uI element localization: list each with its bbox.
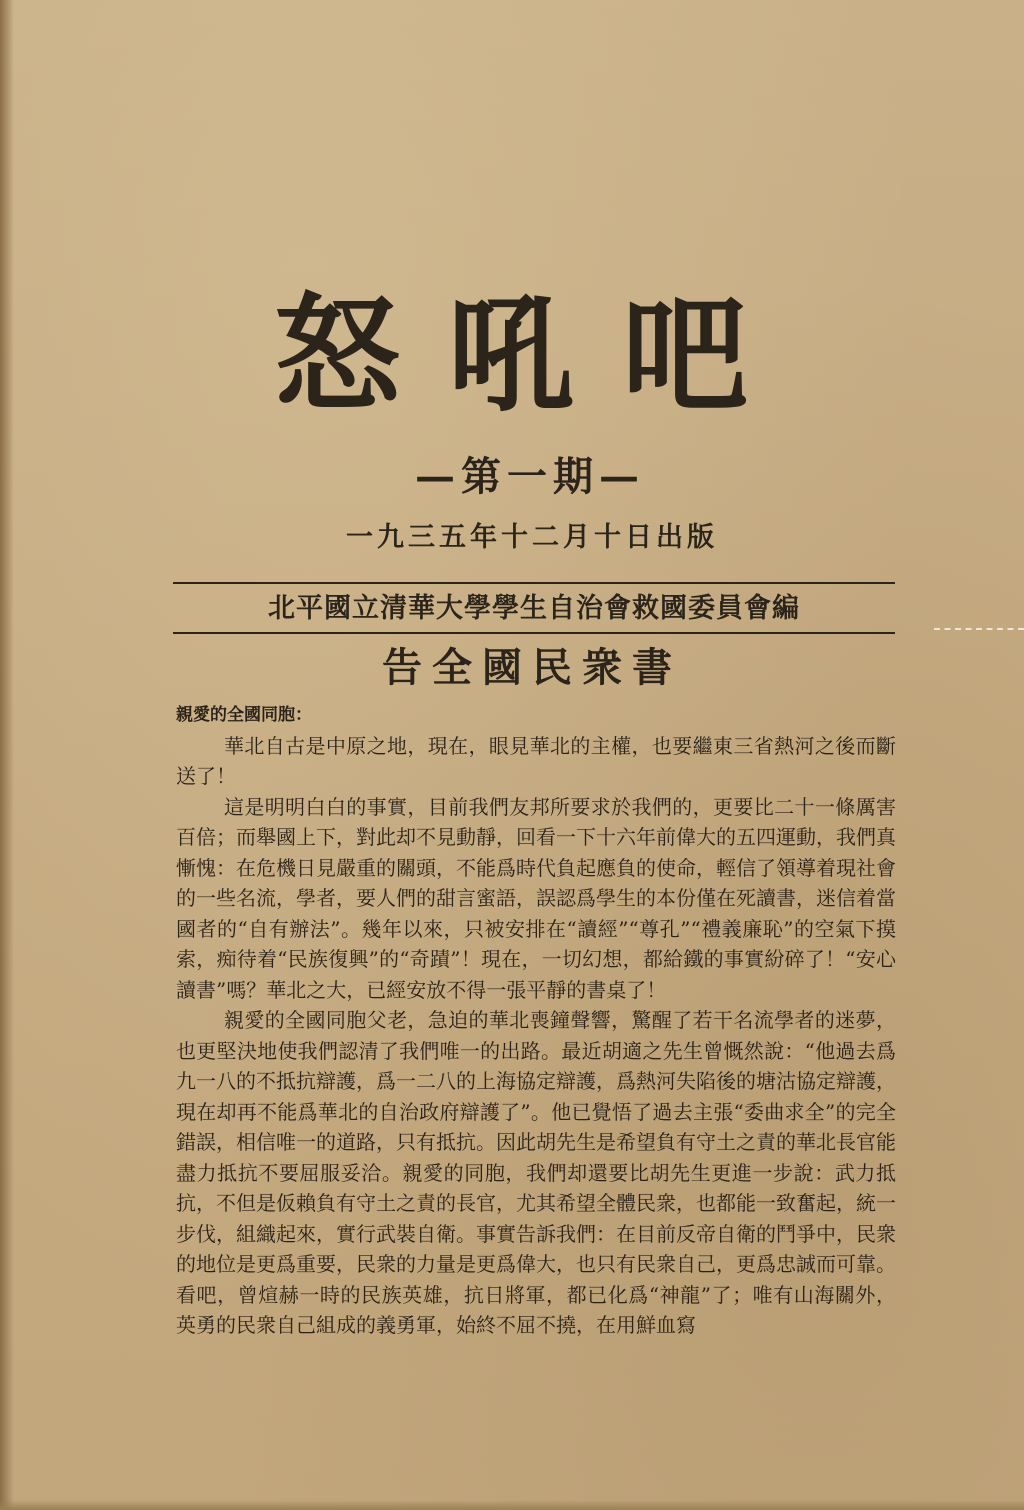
paper-edge-bottom: [0, 1500, 1024, 1510]
masthead-title: 怒吼吧: [274, 281, 796, 429]
fold-mark: [934, 628, 1024, 632]
article-body: [176, 700, 896, 1350]
article-paragraph: 親愛的全國同胞父老，急迫的華北喪鐘聲響，驚醒了若干名流學者的迷夢，也更堅決地使我們認清了我們唯一的出路。最近胡適之先生曾慨然說：“他過去爲九一八的不抵抗辯護，爲一二八的上海協定辯護，爲熱河失陷後的塘沽協定辯護，現在却再不能爲華北的自治政府辯護了”。他已覺悟了過去主張“委曲求全”的完全錯誤，相信唯一的道路，只有抵抗。因此胡先生是希望負有守土之責的華北長官能盡力抵抗不要屈服妥洽。親愛的同胞，我們却還要比胡先生更進一步說：武力抵抗，不但是仮賴負有守土之責的長官，尤其希望全體民衆，也都能一致奮起，統一步伐，組織起來，實行武裝自衛。事實告訴我們：在目前反帝自衛的鬥爭中，民衆的地位是更爲重要，民衆的力量是更爲偉大，也只有民衆自己，更爲忠誠而可靠。看吧，曾煊赫一時的民族英雄，抗日將軍，都已化爲“神龍”了；唯有山海關外，英勇的民衆自己組成的義勇軍，始終不屈不撓，在用鮮血寫: [176, 1008, 896, 1337]
article-paragraph: 華北自古是中原之地，現在，眼見華北的主權，也要繼東三省熱河之後而斷送了！: [176, 733, 896, 788]
article-heading: 告全國民衆書: [382, 644, 682, 691]
paper-edge-left: [0, 0, 14, 1510]
divider-bottom: [173, 632, 895, 634]
article-salutation: 親愛的全國同胞：: [176, 705, 312, 725]
publication-date: 一九三五年十二月十日出版: [346, 522, 718, 553]
issue-number: —第一期—: [415, 453, 645, 500]
divider-top: [173, 582, 895, 584]
article-paragraph: 這是明明白白的事實，目前我們友邦所要求於我們的，更要比二十一條厲害百倍；而舉國上下，對此却不見動靜，回看一下十六年前偉大的五四運動，我們真慚愧：在危機日見嚴重的關頭，不能爲時代負起應負的使命，輕信了領導着現社會的一些名流，學者，要人們的甜言蜜語，誤認爲學生的本份僅在死讀書，迷信着當國者的“自有辦法”。幾年以來，只被安排在“讀經”“尊孔”“禮義廉恥”的空氣下摸索，痴待着“民族復興”的“奇蹟”！現在，一切幻想，都給鐵的事實紛碎了！“安心讀書”嗎？華北之大，已經安放不得一張平靜的書桌了！: [176, 794, 896, 1002]
editor-line: 北平國立清華大學學生自治會救國委員會編: [268, 593, 800, 624]
